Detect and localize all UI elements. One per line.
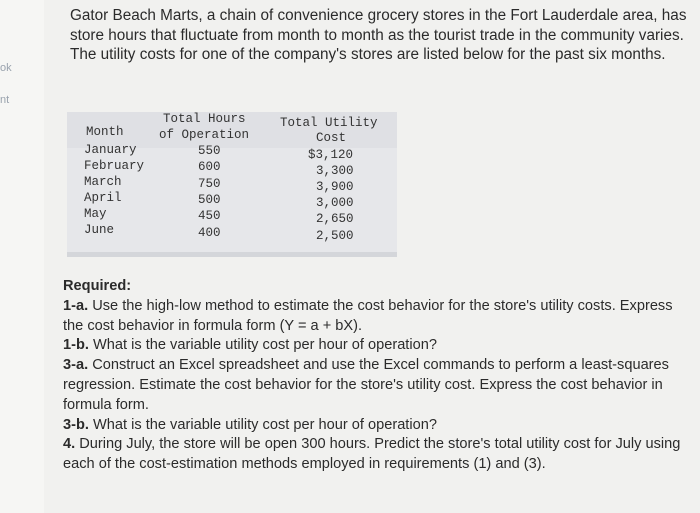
requirement-label: 1-a. xyxy=(63,297,89,314)
header-cost-line1: Total Utility xyxy=(280,116,378,130)
cell-hours: 400 xyxy=(198,226,221,240)
header-month: Month xyxy=(86,125,124,139)
requirement-label: 1-b. xyxy=(63,337,89,354)
cell-cost: 2,650 xyxy=(316,212,354,226)
requirement-label: 3-a. xyxy=(63,357,89,374)
cell-cost: 2,500 xyxy=(316,229,354,243)
cell-month: February xyxy=(84,159,145,173)
cell-hours: 500 xyxy=(198,193,221,207)
cell-hours: 750 xyxy=(198,177,221,191)
requirement-item xyxy=(63,336,693,356)
cell-month: March xyxy=(84,175,122,189)
cell-month: April xyxy=(84,191,122,205)
requirement-label: 3-b. xyxy=(63,416,89,433)
requirement-text: Use the high-low method to estimate the cost behavior for the store's utility costs. Express the cost behavior in formula form (Y = a + bX). xyxy=(63,297,673,334)
requirement-item xyxy=(63,435,693,475)
requirement-label: 4. xyxy=(63,436,76,453)
table-bottom-band xyxy=(67,252,397,257)
cell-month: January xyxy=(84,143,137,157)
edge-fragment-label: nt xyxy=(0,94,10,106)
requirement-item xyxy=(63,416,693,436)
requirement-text: During July, the store will be open 300 hours. Predict the store's total utility cost for July using each of the cost-estimation methods employed in requirements (1) and (3). xyxy=(63,436,681,473)
cell-cost: 3,000 xyxy=(316,196,354,210)
edge-fragment-label: ok xyxy=(0,62,12,74)
cell-hours: 600 xyxy=(198,160,221,174)
cell-month: May xyxy=(84,207,107,221)
requirement-item xyxy=(63,297,693,337)
header-hours-line1: Total Hours xyxy=(163,112,246,126)
requirement-text: What is the variable utility cost per hour of operation? xyxy=(88,337,437,354)
problem-intro: Gator Beach Marts, a chain of convenience grocery stores in the Fort Lauderdale area, has store hours that fluctuate from month to month as the tourist trade in the community varies. The utility costs for one of the company's stores are listed below for the past six months. xyxy=(70,7,687,63)
cell-month: June xyxy=(84,223,115,237)
requirement-text: Construct an Excel spreadsheet and use the Excel commands to perform a least-squares regression. Estimate the cost behavior for the store's utility cost. Express the cost behavior in formula form. xyxy=(63,357,669,413)
cell-cost: 3,300 xyxy=(316,164,354,178)
requirements-section xyxy=(63,277,693,475)
cell-cost: 3,900 xyxy=(316,180,354,194)
cell-hours: 550 xyxy=(198,144,221,158)
cell-hours: 450 xyxy=(198,209,221,223)
requirements-heading: Required: xyxy=(63,278,132,294)
cell-cost: $3,120 xyxy=(308,148,354,162)
left-margin-strip xyxy=(0,0,44,513)
header-cost-line2: Cost xyxy=(316,131,347,145)
requirement-text: What is the variable utility cost per hour of operation? xyxy=(88,416,437,433)
header-hours-line2: of Operation xyxy=(159,128,250,142)
requirement-item xyxy=(63,356,693,415)
